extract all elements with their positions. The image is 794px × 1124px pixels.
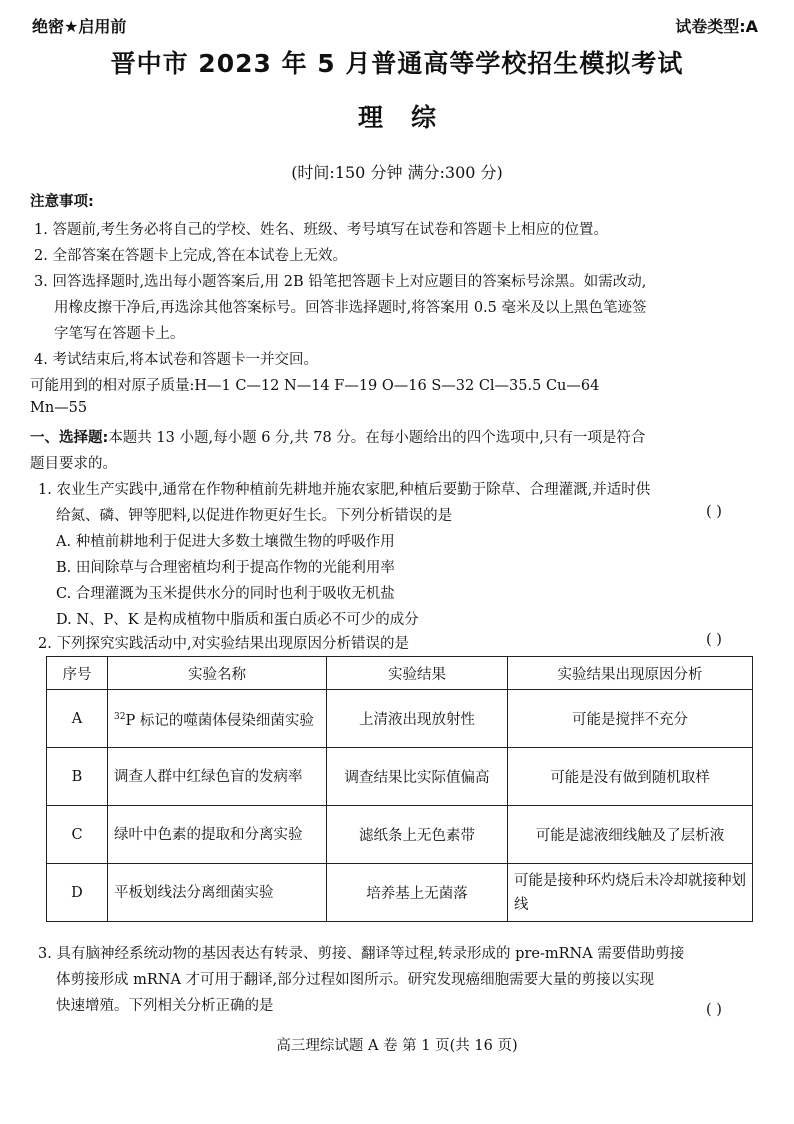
row-name: $^{32}$P 标记的噬菌体侵染细菌实验 — [108, 690, 327, 748]
section-1-text: 本题共 13 小题,每小题 6 分,共 78 分。在每小题给出的四个选项中,只有一项是符合 — [108, 430, 646, 446]
paper-type-label: 试卷类型:A — [675, 17, 758, 36]
q1-stem-1: 1. 农业生产实践中,通常在作物种植前先耕地并施农家肥,种植后要勤于除草、合理灌溉,并适时供 — [38, 482, 651, 498]
row-analysis: 可能是滤液细线触及了层析液 — [508, 806, 753, 864]
section-1-heading: 一、选择题: — [30, 430, 109, 446]
header-name: 实验名称 — [108, 657, 327, 690]
row-result: 滤纸条上无色素带 — [327, 806, 508, 864]
table-row — [47, 748, 753, 806]
row-analysis: 可能是没有做到随机取样 — [508, 748, 753, 806]
row-id: A — [47, 690, 108, 748]
q2-stem: 2. 下列探究实践活动中,对实验结果出现原因分析错误的是 — [38, 636, 410, 652]
table-row — [47, 806, 753, 864]
table-row — [47, 864, 753, 922]
table-row — [47, 690, 753, 748]
atomic-mass-line-2: Mn—55 — [30, 400, 88, 416]
row-id: D — [47, 864, 108, 922]
row-id: B — [47, 748, 108, 806]
header-result: 实验结果 — [327, 657, 508, 690]
header-id: 序号 — [47, 657, 108, 690]
q1-option-c: C. 合理灌溉为玉米提供水分的同时也利于吸收无机盐 — [56, 586, 395, 602]
row-result: 上清液出现放射性 — [327, 690, 508, 748]
row-name: 调查人群中红绿色盲的发病率 — [108, 748, 327, 806]
atomic-mass-line: 可能用到的相对原子质量:H—1 C—12 N—14 F—19 O—16 S—32 Cl—35.5 Cu—64 — [30, 378, 600, 394]
notice-item-2: 2. 全部答案在答题卡上完成,答在本试卷上无效。 — [34, 248, 348, 264]
q1-answer-paren: ( ) — [706, 504, 722, 520]
q3-answer-paren: ( ) — [706, 1002, 722, 1018]
subject-title: 理综 — [357, 103, 464, 132]
confidential-label: 绝密★启用前 — [32, 17, 127, 36]
isotope-superscript: 32 — [114, 711, 126, 722]
row-id: C — [47, 806, 108, 864]
exam-title: 晋中市 2023 年 5 月普通高等学校招生模拟考试 — [110, 49, 684, 78]
notice-item-4: 4. 考试结束后,将本试卷和答题卡一并交回。 — [34, 352, 319, 368]
q3-stem-3: 快速增殖。下列相关分析正确的是 — [56, 998, 274, 1014]
row-result: 培养基上无菌落 — [327, 864, 508, 922]
q1-option-a: A. 种植前耕地利于促进大多数土壤微生物的呼吸作用 — [56, 534, 395, 550]
notice-heading: 注意事项: — [30, 194, 94, 210]
row-name: 绿叶中色素的提取和分离实验 — [108, 806, 327, 864]
notice-item-3-cont2: 字笔写在答题卡上。 — [54, 326, 185, 342]
notice-item-3: 3. 回答选择题时,选出每小题答案后,用 2B 铅笔把答题卡上对应题目的答案标号涂黑。如需改动, — [34, 274, 647, 290]
section-1-line — [30, 426, 645, 447]
q2-answer-paren: ( ) — [706, 632, 722, 648]
notice-item-3-cont: 用橡皮擦干净后,再选涂其他答案标号。回答非选择题时,将答案用 0.5 毫米及以上黑色笔迹签 — [54, 300, 647, 316]
q1-stem-2: 给氮、磷、钾等肥料,以促进作物更好生长。下列分析错误的是 — [56, 508, 453, 524]
row-result: 调查结果比实际值偏高 — [327, 748, 508, 806]
q3-stem-2: 体剪接形成 mRNA 才可用于翻译,部分过程如图所示。研究发现癌细胞需要大量的剪接以实现 — [56, 972, 655, 988]
table-header-row — [47, 657, 753, 690]
header-analysis: 实验结果出现原因分析 — [508, 657, 753, 690]
notice-item-1: 1. 答题前,考生务必将自己的学校、姓名、班级、考号填写在试卷和答题卡上相应的位置。 — [34, 222, 609, 238]
row-analysis: 可能是接种环灼烧后未冷却就接种划线 — [508, 864, 753, 922]
row-name: 平板划线法分离细菌实验 — [108, 864, 327, 922]
time-info: (时间:150 分钟 满分:300 分) — [291, 163, 503, 182]
section-1-line-2: 题目要求的。 — [30, 456, 117, 472]
q3-stem-1: 3. 具有脑神经系统动物的基因表达有转录、剪接、翻译等过程,转录形成的 pre-mRNA 需要借助剪接 — [38, 946, 685, 962]
experiment-table — [46, 656, 753, 922]
page-footer: 高三理综试题 A 卷 第 1 页(共 16 页) — [276, 1038, 518, 1054]
q1-option-b: B. 田间除草与合理密植均利于提高作物的光能利用率 — [56, 560, 395, 576]
q1-option-d: D. N、P、K 是构成植物中脂质和蛋白质必不可少的成分 — [56, 612, 419, 628]
row-analysis: 可能是搅拌不充分 — [508, 690, 753, 748]
